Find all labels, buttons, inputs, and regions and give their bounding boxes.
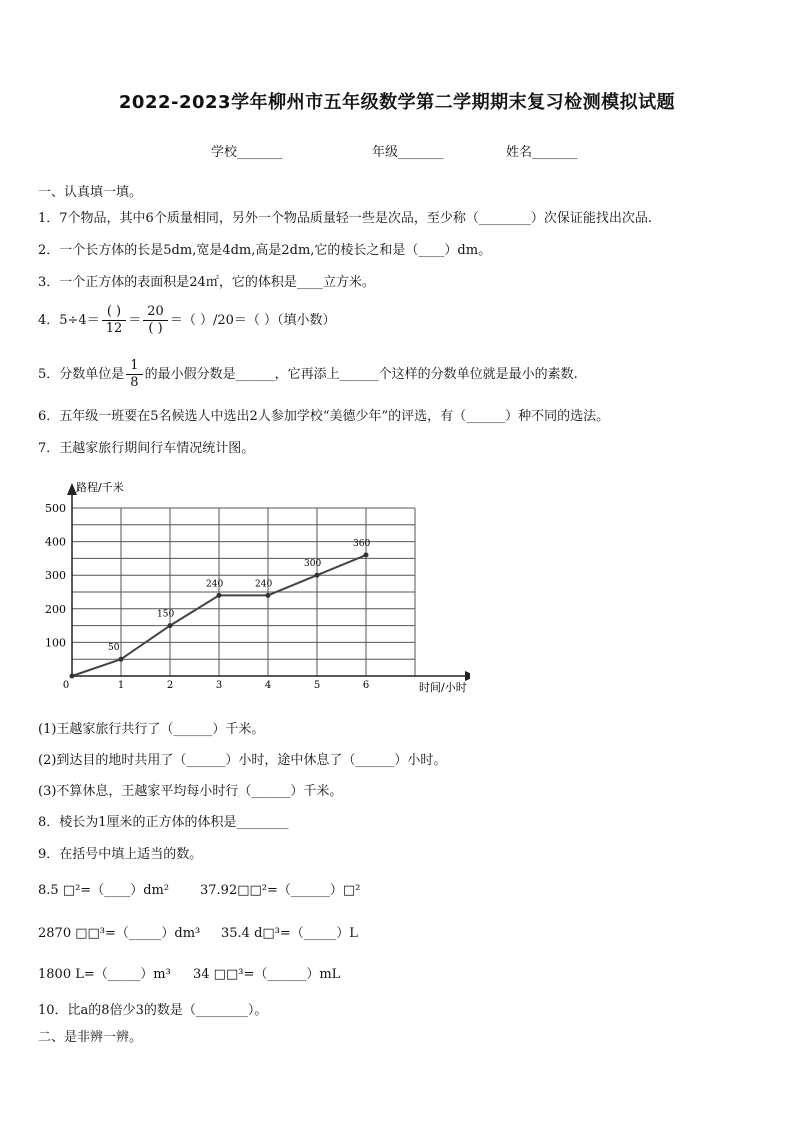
q5-fraction-denominator: 8: [130, 375, 139, 390]
q9-item-2a: 2870 □□³=（_____）dm³: [38, 926, 201, 941]
y-tick-label: 500: [45, 502, 66, 515]
question-3: 3．一个正方体的表面积是24㎡，它的体积是____立方米。: [38, 275, 375, 290]
chart-ticks: [45, 502, 369, 691]
question-10: 10．比a的8倍少3的数是（________）。: [38, 1003, 268, 1018]
q4-equals: ＝: [128, 313, 142, 328]
section-1-heading: 一、认真填一填。: [38, 185, 143, 200]
q5-fraction-numerator: 1: [126, 358, 142, 375]
question-6: 6．五年级一班要在5名候选人中选出2人参加学校“美德少年”的评选，有（______）种不同的选法。: [38, 409, 610, 424]
y-axis-title: 路程/千米: [76, 481, 124, 494]
x-tick-label: 2: [166, 680, 174, 691]
x-tick-label: 6: [362, 680, 370, 691]
q4-fraction-1-numerator: ( ): [102, 304, 127, 321]
q4-fraction-1-denominator: 12: [105, 321, 123, 336]
x-tick-label: 3: [215, 680, 223, 691]
page-title: 2022-2023学年柳州市五年级数学第二学期期末复习检测模拟试题: [118, 92, 676, 113]
q9-item-3a: 1800 L=（_____）m³: [38, 967, 171, 982]
data-point: [315, 573, 320, 578]
question-1: 1．7个物品，其中6个质量相同，另外一个物品质量轻一些是次品，至少称（________）次保证能找出次品.: [38, 211, 652, 226]
q9-item-1b: 37.92□□²=（______）□²: [200, 883, 361, 898]
question-7-part-1: (1)王越家旅行共行了（______）千米。: [38, 722, 265, 737]
q5-prefix: 5．分数单位是: [38, 367, 125, 382]
data-point: [266, 593, 271, 598]
q9-item-2b: 35.4 d□³=（_____）L: [221, 926, 358, 941]
question-7: 7．王越家旅行期间行车情况统计图。: [38, 441, 255, 456]
chart-labels: [76, 480, 467, 694]
data-label: 300: [304, 559, 322, 570]
question-2: 2．一个长方体的长是5dm,宽是4dm,高是2dm,它的棱长之和是（____）dm。: [38, 243, 492, 258]
q9-item-3b: 34 □□³=（______）mL: [193, 967, 341, 982]
q4-prefix: 4．5÷4＝: [38, 313, 100, 328]
chart-grid: [72, 508, 415, 676]
q4-fraction-2-denominator: ( ): [148, 321, 163, 336]
school-field: 学校_______: [211, 145, 283, 160]
question-4: [38, 304, 336, 337]
data-point: [168, 623, 173, 628]
data-label: 240: [206, 579, 224, 590]
q4-suffix: ＝（ ）/20＝（ ）（填小数）: [169, 313, 336, 328]
question-7-part-3: (3)不算休息，王越家平均每小时行（______）千米。: [38, 784, 343, 799]
q9-item-1a: 8.5 □²=（____）dm²: [38, 883, 170, 898]
section-2-heading: 二、是非辨一辨。: [38, 1030, 143, 1045]
data-label: 360: [353, 539, 371, 550]
question-5: [38, 358, 578, 391]
x-tick-label: 5: [313, 680, 321, 691]
name-field: 姓名_______: [506, 145, 578, 160]
question-9: 9．在括号中填上适当的数。: [38, 847, 203, 862]
y-tick-label: 400: [45, 535, 66, 549]
data-point: [119, 657, 124, 662]
grade-field: 年级_______: [372, 145, 444, 160]
data-point: [217, 593, 222, 598]
y-tick-label: 100: [45, 636, 66, 650]
q4-fraction-2-numerator: 20: [143, 304, 168, 321]
q5-suffix: 的最小假分数是______，它再添上______个这样的分数单位就是最小的素数.: [144, 367, 578, 382]
question-8: 8．棱长为1厘米的正方体的体积是________: [38, 815, 289, 830]
data-label: 150: [157, 609, 175, 620]
y-tick-label: 200: [45, 602, 66, 616]
data-point: [364, 553, 369, 558]
x-axis-title: 时间/小时: [419, 681, 467, 694]
q4-fraction-2: [143, 304, 168, 337]
x-tick-label: 4: [264, 680, 272, 691]
y-tick-label: 300: [45, 569, 66, 583]
x-axis-arrow: [465, 671, 470, 681]
travel-line-chart: [30, 478, 470, 698]
question-7-part-2: (2)到达目的地时共用了（______）小时，途中休息了（______）小时。: [38, 753, 447, 768]
x-tick-label: 1: [117, 680, 125, 691]
q5-fraction: [126, 358, 142, 391]
x-tick-label: 0: [62, 680, 70, 691]
data-label: 240: [255, 579, 273, 590]
data-point: [70, 674, 75, 679]
q4-fraction-1: [102, 304, 127, 337]
data-label: 50: [108, 643, 120, 654]
